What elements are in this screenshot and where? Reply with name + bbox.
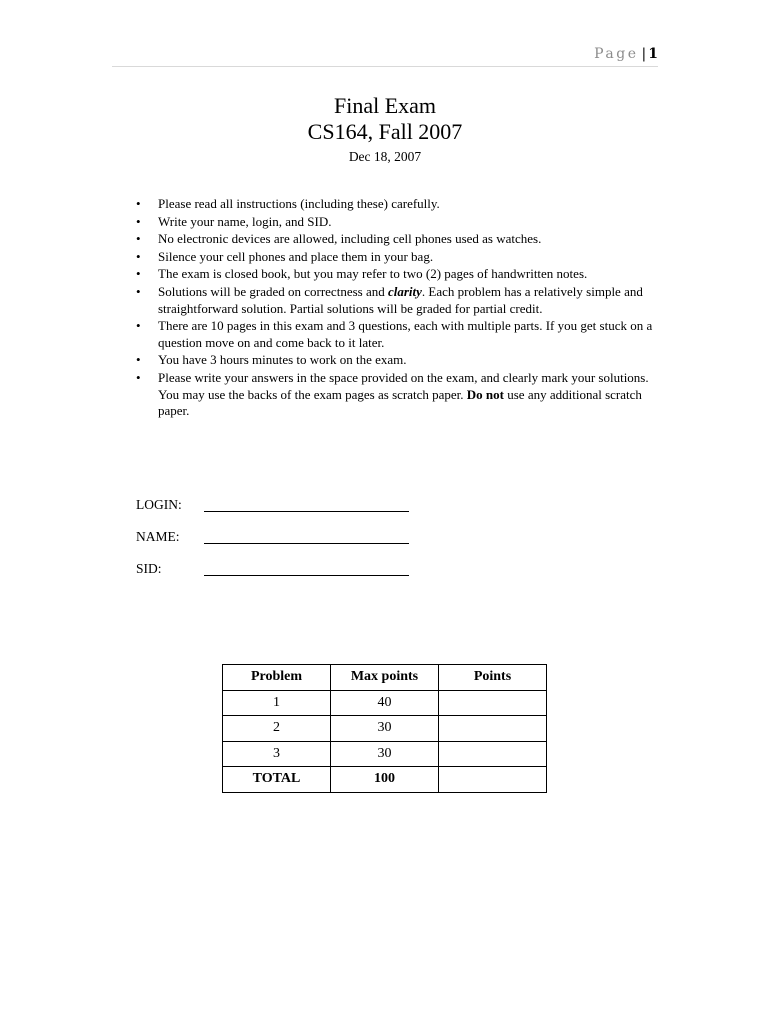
problem-cell: 1	[223, 690, 331, 716]
table-row	[223, 741, 547, 767]
sid-blank[interactable]	[204, 575, 409, 576]
table-row	[223, 716, 547, 742]
instruction-item	[136, 266, 661, 283]
emphasis-text: clarity	[387, 283, 422, 299]
bullet-icon: •	[136, 248, 141, 264]
total-points-cell[interactable]	[439, 767, 547, 793]
page-label: Page	[594, 46, 639, 62]
sid-label: SID:	[136, 561, 162, 576]
max-points-cell: 40	[331, 690, 439, 716]
page-number-indicator	[594, 46, 658, 62]
name-label: NAME:	[136, 529, 180, 544]
table-total-row	[223, 767, 547, 793]
bullet-icon: •	[136, 213, 141, 229]
max-points-cell: 30	[331, 716, 439, 742]
bullet-icon: •	[136, 283, 141, 299]
instruction-item	[136, 231, 661, 248]
exam-title: Final Exam	[333, 93, 437, 118]
bullet-icon: •	[136, 266, 141, 282]
login-blank[interactable]	[204, 511, 409, 512]
bullet-icon: •	[136, 196, 141, 211]
problem-cell: 3	[223, 741, 331, 767]
instruction-text: The exam is closed book, but you may refer to two (2) pages of handwritten notes.	[158, 266, 588, 282]
instruction-item	[136, 249, 661, 266]
header-max-points: Max points	[331, 665, 439, 691]
instruction-text: No electronic devices are allowed, including cell phones used as watches.	[158, 231, 542, 247]
page-number: 1	[648, 46, 658, 62]
instruction-item	[136, 370, 661, 420]
header-points: Points	[439, 665, 547, 691]
name-blank[interactable]	[204, 543, 409, 544]
instruction-text: There are 10 pages in this exam and 3 questions, each with multiple parts. If you get stuck on a question move on and come back to it later.	[158, 318, 653, 350]
login-label: LOGIN:	[136, 497, 182, 512]
instruction-text: You have 3 hours minutes to work on the exam.	[158, 352, 407, 368]
bullet-icon: •	[136, 352, 141, 368]
instruction-text: Silence your cell phones and place them in your bag.	[158, 248, 434, 264]
instruction-text-part: Solutions will be graded on correctness and	[158, 283, 388, 299]
instruction-text	[158, 370, 649, 418]
max-points-cell: 30	[331, 741, 439, 767]
problem-cell: 2	[223, 716, 331, 742]
instructions-list	[136, 196, 661, 421]
table-header-row	[223, 665, 547, 691]
score-table	[222, 664, 547, 793]
points-cell[interactable]	[439, 716, 547, 742]
instruction-item	[136, 196, 661, 213]
page-separator: |	[641, 46, 647, 62]
bullet-icon: •	[136, 369, 141, 385]
instruction-text: Write your name, login, and SID.	[158, 213, 332, 229]
points-cell[interactable]	[439, 690, 547, 716]
course-title: CS164, Fall 2007	[307, 119, 463, 144]
points-cell[interactable]	[439, 741, 547, 767]
instruction-item	[136, 352, 661, 369]
exam-date: Dec 18, 2007	[348, 149, 422, 164]
instruction-text-part: use any additional scratch paper.	[158, 386, 642, 419]
instruction-text	[158, 284, 643, 316]
instruction-item	[136, 284, 661, 317]
instruction-item	[136, 318, 661, 351]
instruction-text-part: . Each problem has a relatively simple and straightforward solution. Partial solutions will be graded for partial credit.	[158, 283, 643, 316]
bullet-icon: •	[136, 231, 141, 247]
page-header	[112, 46, 658, 67]
total-max-points: 100	[331, 767, 439, 793]
instruction-text: Please read all instructions (including these) carefully.	[158, 196, 440, 211]
table-row	[223, 690, 547, 716]
instruction-text-part: Please write your answers in the space provided on the exam, and clearly mark your solutions. You may use the backs of the exam pages as scratch paper.	[158, 369, 649, 402]
bullet-icon: •	[136, 318, 141, 334]
instruction-item	[136, 214, 661, 231]
emphasis-text: Do not	[466, 386, 504, 402]
exam-title-block	[0, 93, 770, 167]
total-label: TOTAL	[223, 767, 331, 793]
header-problem: Problem	[223, 665, 331, 691]
